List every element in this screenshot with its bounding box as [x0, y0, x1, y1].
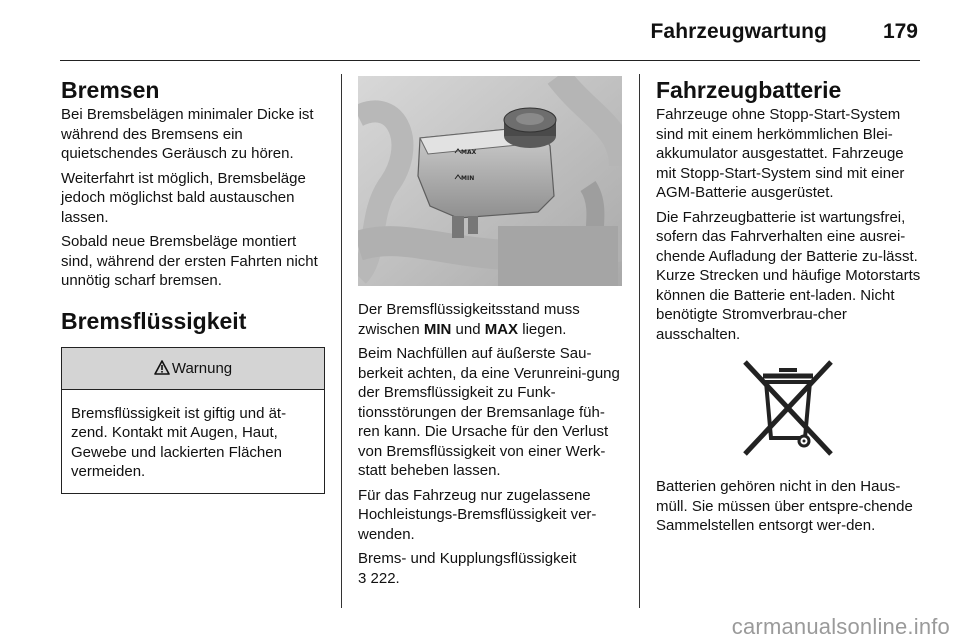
- paragraph: Die Fahrzeugbatterie ist wartungsfrei, sofern das Fahrverhalten eine ausrei-chende Aufladung der Batterie zu-lässt. Kurze Strecken und häufige Motorstarts können die Batterie ent-laden. Nicht benötigte Stromverbrau-cher ausschalten.: [656, 208, 921, 343]
- section-heading-bremsen: Bremsen: [61, 77, 160, 103]
- warning-box: [61, 347, 325, 494]
- column-1: [61, 76, 327, 494]
- brake-fluid-reservoir-figure: [358, 76, 622, 286]
- max-label: MAX: [484, 320, 519, 338]
- paragraph: Für das Fahrzeug nur zugelassene Hochleistungs-Bremsflüssigkeit ver-wenden.: [358, 486, 597, 543]
- crossed-out-wheelie-bin-icon: [656, 356, 920, 460]
- paragraph: Batterien gehören nicht in den Haus-müll. Sie müssen über entspre-chende Sammelstellen entsorgt wer-den.: [656, 478, 913, 534]
- section-heading-fahrzeugbatterie: Fahrzeugbatterie: [656, 77, 842, 103]
- watermark: carmanualsonline.info: [731, 614, 950, 639]
- paragraph: Sobald neue Bremsbeläge montiert sind, während der ersten Fahrten nicht unnötig scharf bremsen.: [61, 233, 318, 289]
- reference-arrow-icon: 3: [358, 569, 367, 587]
- min-mark-label: MIN: [461, 175, 475, 182]
- column-divider-1: [341, 74, 342, 608]
- paragraph: Fahrzeuge ohne Stopp-Start-System sind mit einem herkömmlichen Blei-akkumulator ausgestattet. Fahrzeuge mit Stopp-Start-System sind mit einer AGM-Batterie ausgerüstet.: [656, 106, 905, 201]
- paragraph: Bei Bremsbelägen minimaler Dicke ist während des Bremsens ein quietschendes Geräusch zu hören.: [61, 106, 314, 162]
- cross-reference: Brems- und Kupplungsflüssigkeit 3 222.: [358, 550, 577, 587]
- page-number: 179: [882, 20, 918, 43]
- paragraph: Beim Nachfüllen auf äußerste Sau-berkeit achten, da eine Verunreini-gung der Bremsflüssigkeit zu Funk-tionsstörungen der Bremsanlage füh-ren kann. Die Ursache für den Verlust von Bremsflüssigkeit von einer Werk-statt beheben lassen.: [358, 345, 620, 479]
- warning-triangle-icon: [154, 350, 170, 391]
- min-label: MIN: [423, 320, 452, 338]
- warning-text: Bremsflüssigkeit ist giftig und ät-zend. Kontakt mit Augen, Haut, Gewebe und lackierten Flächen vermeiden.: [71, 404, 287, 480]
- paragraph-level: Der Bremsflüssigkeitsstand muss zwischen MIN und MAX liegen.: [358, 301, 580, 338]
- paragraph: Weiterfahrt ist möglich, Bremsbeläge jedoch möglichst bald austauschen lassen.: [61, 169, 306, 226]
- max-mark-label: MAX: [461, 149, 477, 156]
- header-title: Fahrzeugwartung: [650, 20, 827, 43]
- warning-header: [62, 348, 324, 390]
- column-2: [358, 76, 626, 593]
- column-divider-2: [639, 74, 640, 608]
- column-3: [656, 76, 924, 541]
- warning-title: Warnung: [171, 359, 233, 377]
- warning-body: [62, 390, 324, 493]
- header-rule: [60, 60, 920, 61]
- section-heading-bremsfluessigkeit: Bremsflüssigkeit: [61, 307, 247, 334]
